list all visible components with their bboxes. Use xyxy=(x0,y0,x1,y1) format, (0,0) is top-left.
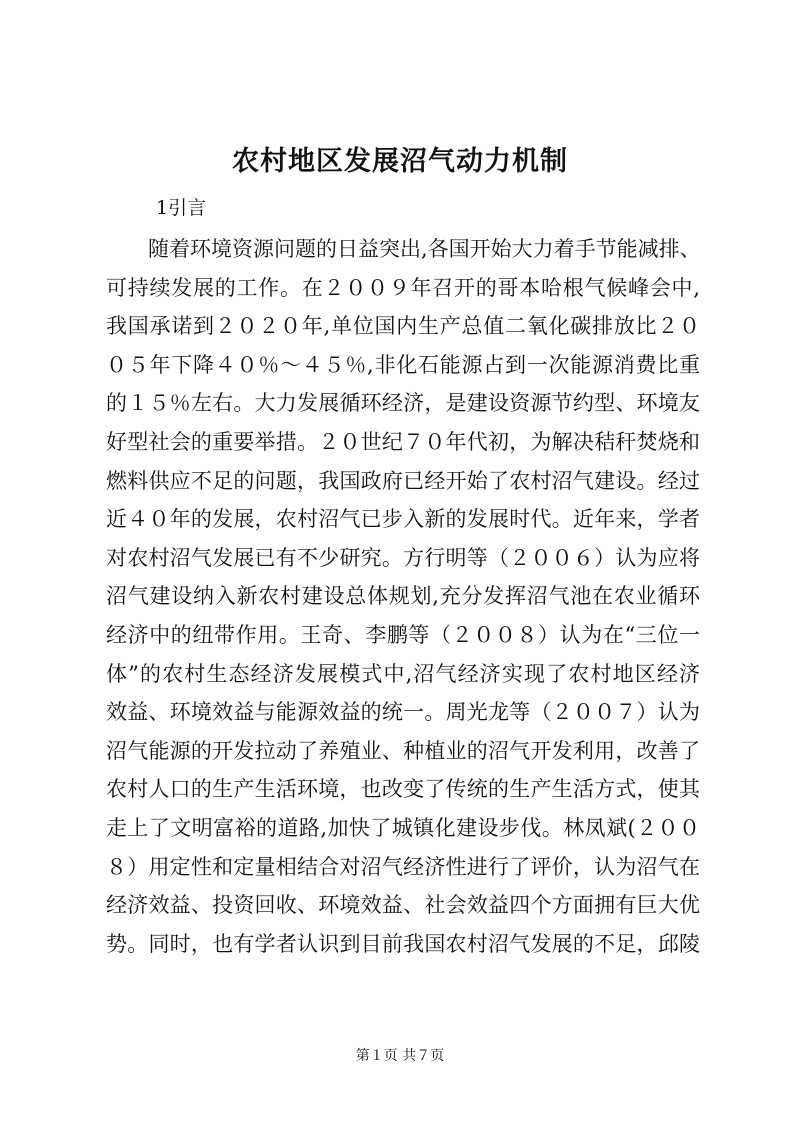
text-line: 可持续发展的工作。在２００９年召开的哥本哈根气候峰会中, xyxy=(106,275,700,300)
text-line: ０５年下降４０％～４５％,非化石能源占到一次能源消费比重 xyxy=(106,352,700,377)
text-line: 的１５％左右。大力发展循环经济，是建设资源节约型、环境友 xyxy=(106,391,700,416)
text-line: 沼气建设纳入新农村建设总体规划,充分发挥沼气池在农业循环 xyxy=(106,584,700,609)
text-line: 近４０年的发展，农村沼气已步入新的发展时代。近年来，学者 xyxy=(106,507,700,532)
text-line: 对农村沼气发展已有不少研究。方行明等（２００６）认为应将 xyxy=(106,545,700,570)
section-heading: 1引言 xyxy=(156,197,207,219)
text-line: 我国承诺到２０２０年,单位国内生产总值二氧化碳排放比２０ xyxy=(106,314,700,339)
text-line: 沼气能源的开发拉动了养殖业、种植业的沼气开发利用，改善了 xyxy=(106,738,700,763)
text-line: 农村人口的生产生活环境，也改变了传统的生产生活方式，使其 xyxy=(106,777,700,802)
text-line: 经济效益、投资回收、环境效益、社会效益四个方面拥有巨大优 xyxy=(106,893,700,918)
document-title: 农村地区发展沼气动力机制 xyxy=(232,146,568,177)
text-line: 好型社会的重要举措。２０世纪７０年代初，为解决秸秆焚烧和 xyxy=(106,429,700,454)
text-line: 随着环境资源问题的日益突出,各国开始大力着手节能减排、 xyxy=(148,237,701,261)
body-text xyxy=(106,230,700,963)
text-line: 体”的农村生态经济发展模式中,沼气经济实现了农村地区经济 xyxy=(106,661,700,686)
text-line: 效益、环境效益与能源效益的统一。周光龙等（２００７）认为 xyxy=(106,700,700,725)
text-line: 燃料供应不足的问题，我国政府已经开始了农村沼气建设。经过 xyxy=(106,468,700,493)
page-number-footer: 第１页 共７页 xyxy=(355,1048,445,1064)
text-line: ８）用定性和定量相结合对沼气经济性进行了评价，认为沼气在 xyxy=(106,854,700,879)
text-line: 势。同时，也有学者认识到目前我国农村沼气发展的不足，邱陵 xyxy=(106,931,700,956)
text-line: 经济中的纽带作用。王奇、李鹏等（２００８）认为在“三位一 xyxy=(106,622,700,647)
text-line: 走上了文明富裕的道路,加快了城镇化建设步伐。林凤斌(２００ xyxy=(106,815,700,840)
